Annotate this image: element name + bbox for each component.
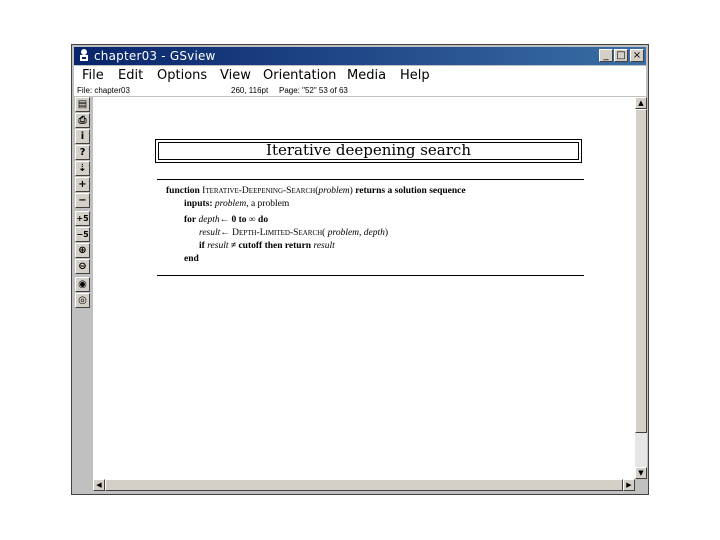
var-depth: depth [198,215,220,225]
param-problem: problem [318,186,350,196]
returns-clause: returns a solution sequence [352,186,466,196]
kw-end: end [184,254,199,264]
algo-line-5 [199,240,335,252]
help-icon[interactable]: ? [75,145,90,160]
skip-back-icon[interactable]: −5 [75,227,90,242]
skip-forward-icon[interactable]: +5 [75,211,90,226]
print-icon[interactable]: ⎙ [75,113,90,128]
menu-bar [74,66,646,85]
toolbar [74,97,92,491]
status-page: Page: "52" 53 of 63 [279,86,348,95]
status-file: File: chapter03 [77,86,130,95]
call-name: Depth-Limited-Search [232,228,323,238]
horizontal-scrollbar[interactable] [93,479,635,491]
top-rule [157,179,584,180]
algo-line-3 [184,214,268,226]
size-grip[interactable] [635,479,647,491]
paren-close: ) [349,186,353,196]
if-condition: ≠ cutoff then return [228,241,314,251]
status-coords: 260, 116pt [231,86,269,95]
menu-orientation[interactable]: Orientation [263,68,337,83]
fn-name: Iterative-Deepening-Search [202,186,316,196]
call-args-open: ( [322,228,328,238]
algo-line-1 [166,185,466,197]
minimize-button[interactable]: _ [599,49,613,62]
document-heading: Iterative deepening search [266,141,471,159]
scroll-up-button[interactable]: ▲ [635,97,647,109]
close-button[interactable]: × [630,49,644,62]
kw-function: function [166,186,200,196]
algo-line-4 [199,227,388,239]
open-icon[interactable]: ▤ [75,97,90,112]
heading-box [155,139,582,163]
menu-file[interactable]: File [82,68,104,83]
call-args-close: ) [384,228,389,238]
horizontal-scroll-thumb[interactable] [105,479,623,491]
if-var-result: result [207,241,229,251]
gsview-app-icon[interactable] [77,48,91,63]
status-line [74,85,646,96]
algo-line-2 [184,198,289,210]
menu-edit[interactable]: Edit [118,68,144,83]
info-icon[interactable]: i [75,129,90,144]
scroll-down-button[interactable]: ▼ [635,467,647,479]
input-param: problem [214,199,247,209]
next-page-icon[interactable]: + [75,177,90,192]
kw-if: if [199,241,205,251]
mag-next-icon[interactable]: ◎ [75,293,90,308]
vertical-scrollbar[interactable] [635,97,647,479]
menu-media[interactable]: Media [347,68,387,83]
for-range: ← 0 to ∞ do [219,215,269,225]
menu-help[interactable]: Help [400,68,430,83]
algo-line-6 [184,253,199,265]
var-result: result [199,228,221,238]
document-view[interactable] [93,97,635,479]
input-desc: , a problem [246,199,290,209]
zoom-out-icon[interactable]: ⊖ [75,259,90,274]
bottom-rule [157,275,584,276]
return-value: result [313,241,335,251]
kw-inputs: inputs: [184,199,213,209]
scroll-left-button[interactable]: ◀ [93,479,105,491]
window-title: chapter03 - GSview [94,49,216,63]
goto-page-icon[interactable]: ⇣ [75,161,90,176]
title-bar[interactable] [74,47,646,65]
maximize-button[interactable]: □ [614,49,628,62]
kw-for: for [184,215,197,225]
menu-options[interactable]: Options [157,68,208,83]
mag-find-icon[interactable]: ◉ [75,277,90,292]
vertical-scroll-thumb[interactable] [635,109,647,433]
assign-arrow: ← [220,228,233,238]
prev-page-icon[interactable]: − [75,193,90,208]
menu-view[interactable]: View [220,68,251,83]
call-args: problem, depth [327,228,385,238]
gsview-window [71,44,649,495]
zoom-in-icon[interactable]: ⊕ [75,243,90,258]
scroll-right-button[interactable]: ▶ [623,479,635,491]
paren-open: ( [315,186,319,196]
